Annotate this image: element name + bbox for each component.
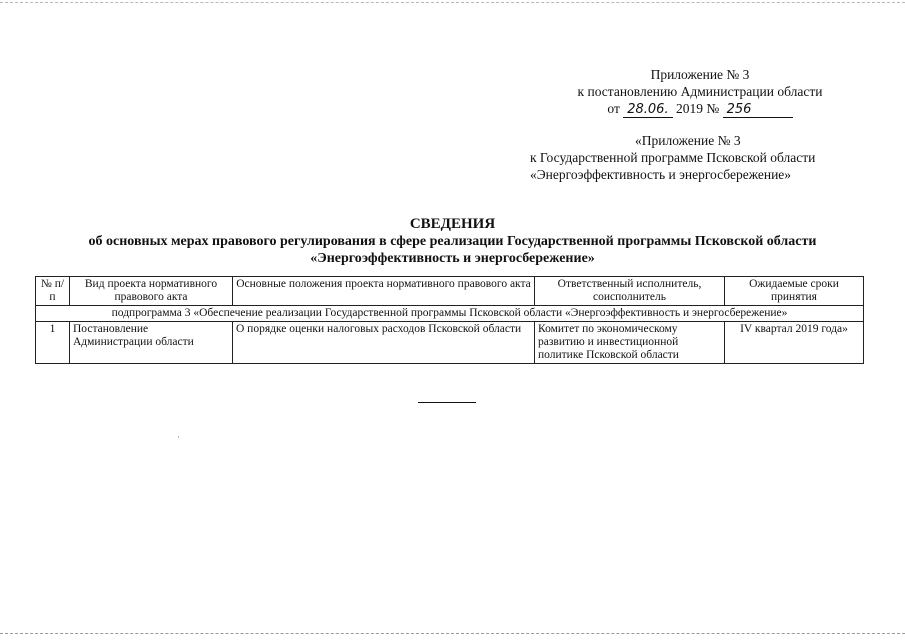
measures-table [35,276,864,364]
subprogram-title: подпрограмма 3 «Обеспечение реализации Государственной программы Псковской области «Энергоэффективность и энергосбережение» [36,306,864,322]
date-prefix: от [607,101,620,116]
header-term: Ожидаемые сроки принятия [725,277,864,306]
handwritten-date: 28.06. [623,103,672,118]
title-subject: об основных мерах правового регулирования в сфере реализации Государственной программы Псковской области [88,234,817,249]
scan-edge-bottom [0,633,905,634]
handwritten-number: 256 [723,103,793,118]
row-term: IV квартал 2019 года» [725,322,864,364]
header-number: № п/п [36,277,70,306]
appendix-block [555,66,845,118]
title-main: СВЕДЕНИЯ [409,216,496,232]
prev-appendix-program-name: «Энергоэффективность и энергосбережение» [530,167,792,182]
end-rule [418,402,476,403]
number-prefix: № [706,101,720,116]
scan-edge-top [0,2,905,3]
header-act-kind: Вид проекта нормативного правового акта [70,277,233,306]
table-header-row [36,277,864,306]
appendix-title: Приложение № 3 [650,67,750,82]
subprogram-row [36,306,864,322]
appendix-date-line [555,100,845,118]
previous-appendix-block [530,132,870,183]
title-program: «Энергоэффективность и энергосбережение» [310,251,595,266]
row-number: 1 [36,322,70,364]
scan-speck [178,436,179,438]
appendix-ref: к постановлению Администрации области [577,84,823,99]
row-act-kind: Постановление Администрации области [70,322,233,364]
document-title [20,216,885,267]
date-year: 2019 [675,101,703,116]
table-row [36,322,864,364]
prev-appendix-program: к Государственной программе Псковской области [530,150,816,165]
header-executor: Ответственный исполнитель, соисполнитель [535,277,725,306]
row-provisions: О порядке оценки налоговых расходов Псковской области [233,322,535,364]
header-provisions: Основные положения проекта нормативного правового акта [233,277,535,306]
prev-appendix-title: «Приложение № 3 [635,133,741,148]
row-executor: Комитет по экономическому развитию и инвестиционной политике Псковской области [535,322,725,364]
